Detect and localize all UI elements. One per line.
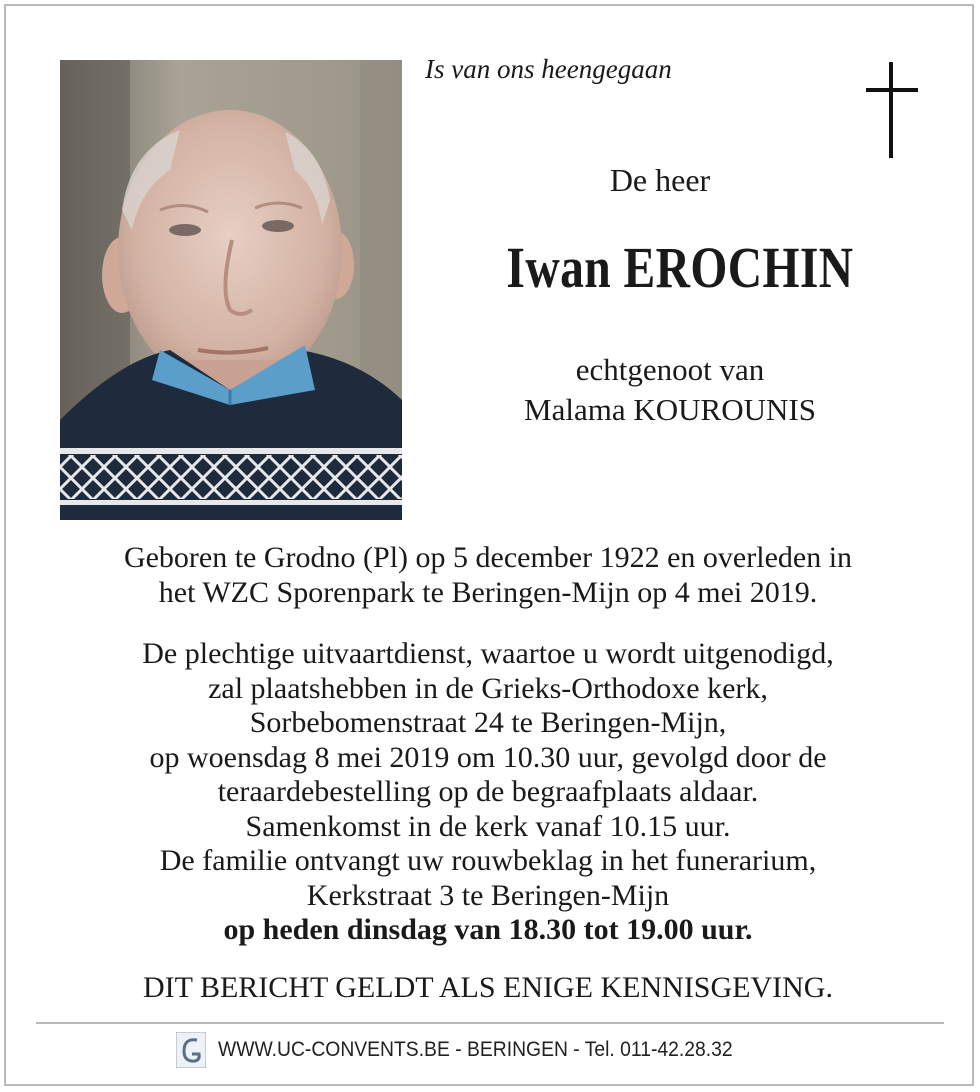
text-line: Sorbebomenstraat 24 te Beringen-Mijn, xyxy=(249,706,727,739)
text-line: Kerkstraat 3 te Beringen-Mijn xyxy=(306,878,670,912)
footer xyxy=(176,1031,777,1069)
text-line: het WZC Sporenpark te Beringen-Mijn op 4 mei 2019. xyxy=(158,575,818,609)
text-line: Geboren te Grodno (Pl) op 5 december 1922 en overleden in xyxy=(123,541,853,574)
divider xyxy=(36,1022,944,1024)
text-line: Samenkomst in de kerk vanaf 10.15 uur. xyxy=(245,809,731,843)
text-line: zal plaatshebben in de Grieks-Orthodoxe kerk, xyxy=(208,671,768,705)
spouse-name: Malama KOUROUNIS xyxy=(524,392,816,427)
birth-death-paragraph xyxy=(20,541,956,610)
deceased-name: Iwan EROCHIN xyxy=(506,235,854,300)
cross-icon xyxy=(862,62,922,158)
funeral-service-paragraph xyxy=(20,637,956,948)
uc-logo-icon xyxy=(176,1032,206,1068)
portrait-photo xyxy=(60,60,402,520)
intro-text: Is van ons heengegaan xyxy=(425,54,672,84)
spouse-label: echtgenoot van xyxy=(575,352,765,387)
visitation-time: op heden dinsdag van 18.30 tot 19.00 uur. xyxy=(223,913,753,946)
sole-notice: DIT BERICHT GELDT ALS ENIGE KENNISGEVING. xyxy=(143,971,833,1004)
text-line: De familie ontvangt uw rouwbeklag in het funerarium, xyxy=(159,844,817,877)
text-line: De plechtige uitvaartdienst, waartoe u wordt uitgenodigd, xyxy=(142,637,834,670)
text-line: teraardebestelling op de begraafplaats aldaar. xyxy=(217,775,759,808)
footer-contact: WWW.UC-CONVENTS.BE - BERINGEN - Tel. 011-42.28.32 xyxy=(218,1038,733,1061)
text-line: op woensdag 8 mei 2019 om 10.30 uur, gevolgd door de xyxy=(149,740,827,774)
honorific: De heer xyxy=(609,162,711,198)
